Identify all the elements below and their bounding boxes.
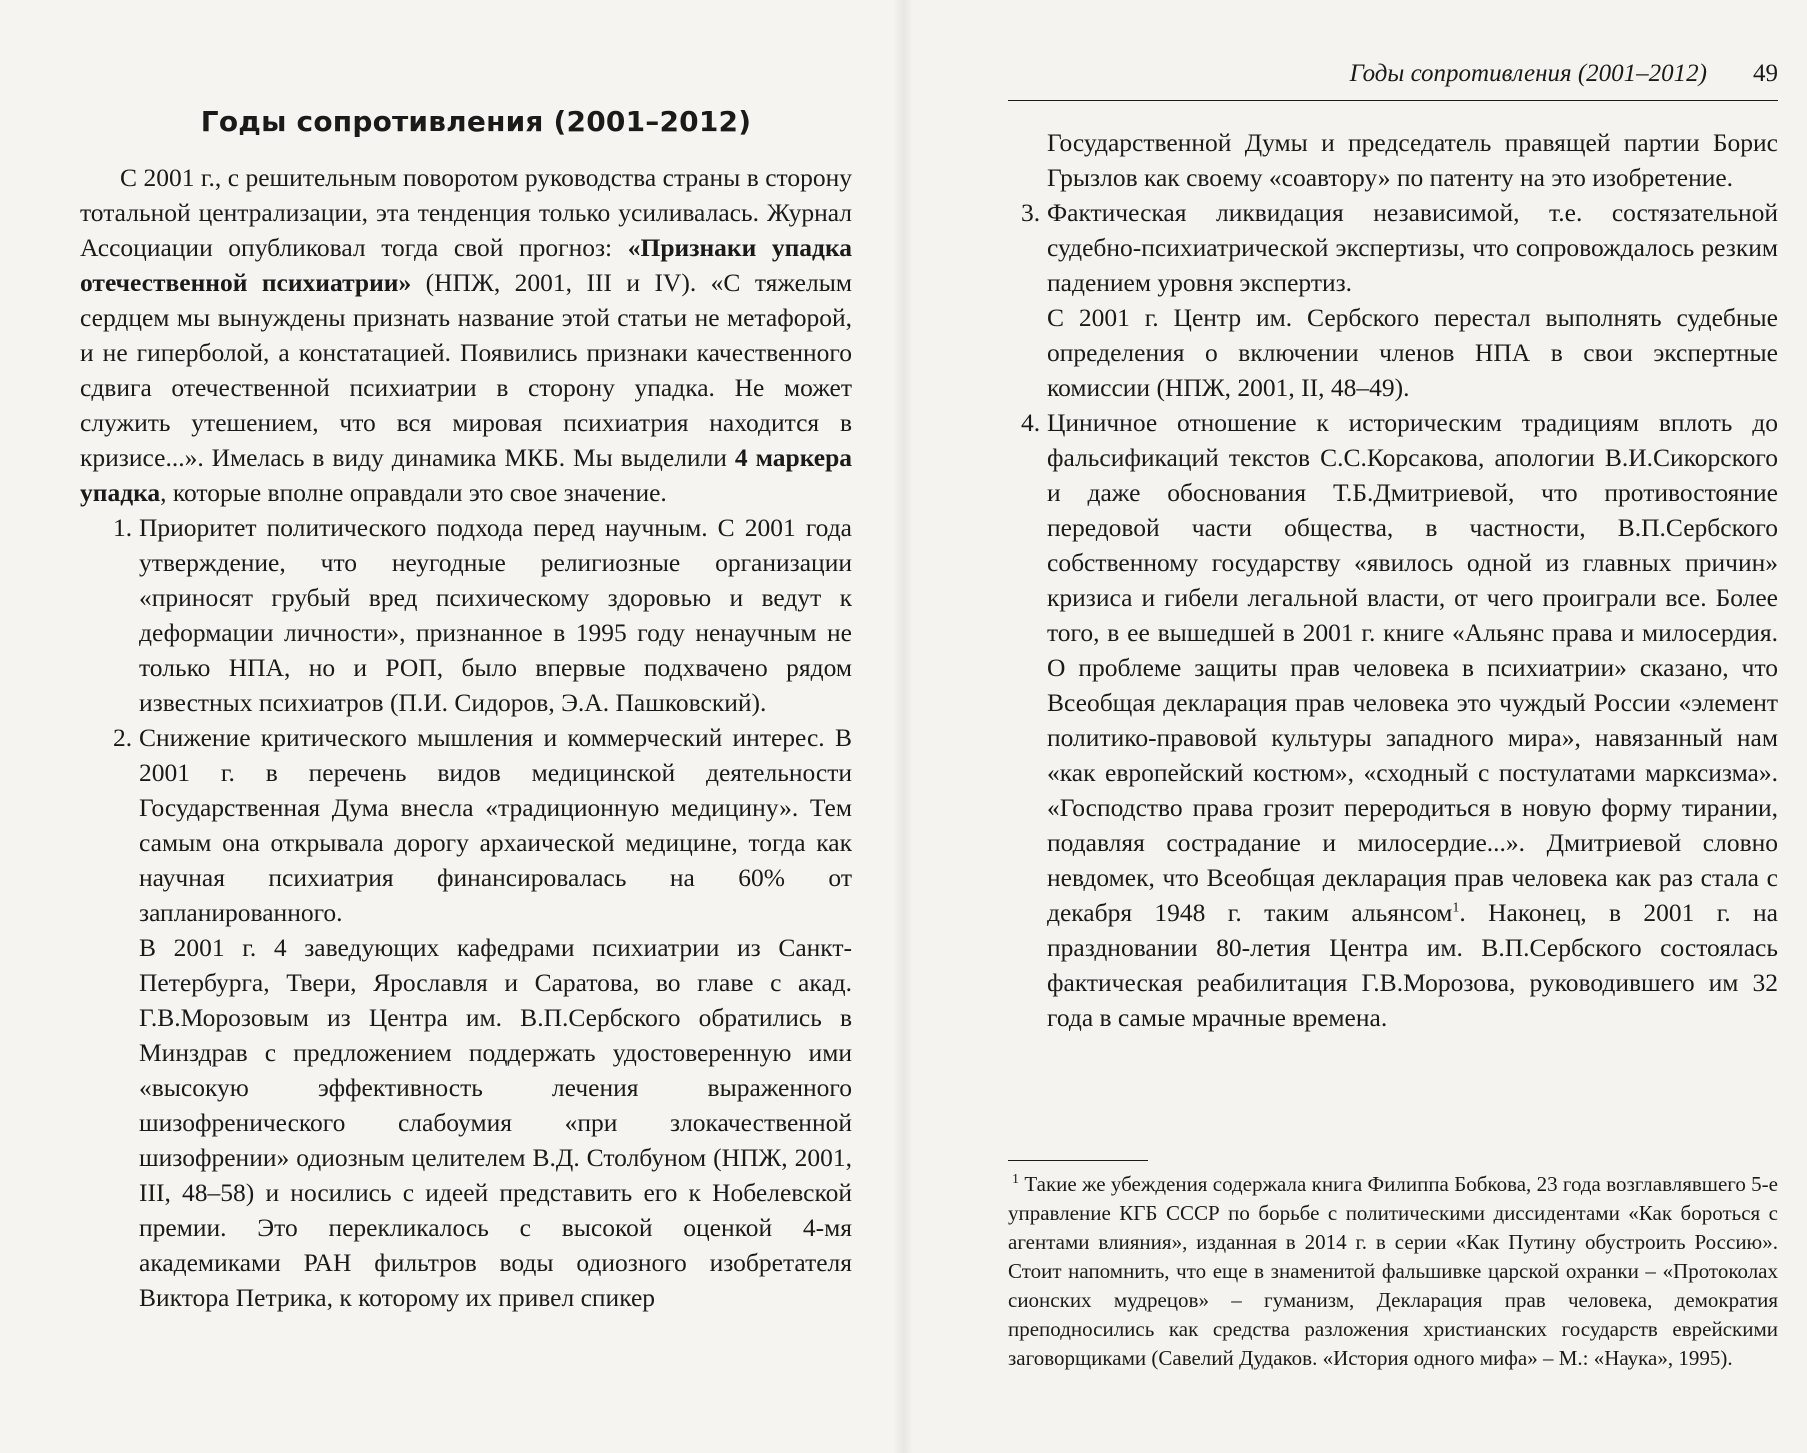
left-page (0, 0, 903, 1453)
intro-paragraph (80, 160, 852, 510)
continuation-text: Государственной Думы и председатель правящей партии Борис Грызлов как своему «соавтору» по патенту на это изобретение. (1047, 128, 1778, 192)
list-number-2: 2. (113, 723, 133, 752)
list-number-3: 3. (1021, 198, 1041, 227)
running-head (1008, 60, 1778, 101)
intro-text-tail: , которые вполне оправдали это свое значение. (160, 478, 667, 507)
intro-bold-title: «Признаки упадка отечественной психиатрии» (80, 233, 852, 297)
list-item-1 (80, 510, 852, 720)
list-item-3 (1008, 195, 1778, 405)
footnote-text: Такие же убеждения содержала книга Филиппа Бобкова, 23 года возглавлявшего 5-е управление КГБ СССР по борьбе с политическими диссидентами «Как бороться с агентами влияния», изданная в 2014 г. в серии «Как Путину обустроить Россию». Стоит напомнить, что еще в знаменитой фальшивке царской охранки – «Протоколах сионских мудрецов» – гуманизм, Декларация прав человека, демократия преподносились как средства разложения христианских государств еврейскими заговорщиками (Савелий Дудаков. «История одного мифа» – М.: «Наука», 1995). (1008, 1172, 1778, 1370)
list-item-4-text (1047, 405, 1778, 1035)
footnote-ref[interactable]: 1 (1452, 900, 1460, 916)
intro-text-cont: (НПЖ, 2001, III и IV). «С тяжелым сердцем мы вынуждены признать название этой статьи не метафорой, и не гиперболой, а констатацией. Появились признаки качественного сдвига отечественной психиатрии в сторону упадка. Не может служить утешением, что вся мировая психиатрия находится в кризисе...». Имелась в виду динамика МКБ. Мы выделили (80, 268, 852, 472)
markers-list (80, 510, 852, 1315)
page-gutter (893, 0, 913, 1453)
running-head-title: Годы сопротивления (2001–2012) (1349, 60, 1707, 87)
intro-bold-markers: 4 маркера упадка (80, 443, 853, 507)
list-item-3-text: Фактическая ликвидация независимой, т.е. состязательной судебно-психиатрической экспертизы, что сопровождалось резким падением уровня экспертиз. (1047, 198, 1778, 297)
footnote-rule (1008, 1160, 1148, 1161)
list-item-2-text-2: В 2001 г. 4 заведующих кафедрами психиатрии из Санкт-Петербурга, Твери, Ярославля и Саратова, во главе с акад. Г.В.Морозовым из Центра им. В.П.Сербского обратились в Минздрав с предложением поддержать удостоверенную ими «высокую эффективность лечения выраженного шизофренического слабоумия «при злокачественной шизофрении» одиозным целителем В.Д. Столбуном (НПЖ, 2001, III, 48–58) и носились с идеей представить его к Нобелевской премии. Это перекликалось с высокой оценкой 4-мя академиками РАН фильтров воды одиозного изобретателя Виктора Петрика, к которому их привел спикер (139, 933, 852, 1312)
intro-text: С 2001 г., с решительным поворотом руководства страны в сторону тотальной централизации, эта тенденция только усиливалась. Журнал Ассоциации опубликовал тогда свой прогноз: (80, 163, 852, 262)
left-body (80, 160, 852, 1315)
right-page (903, 0, 1807, 1453)
list-item-3-text-2: С 2001 г. Центр им. Сербского перестал выполнять судебные определения о включении членов НПА в свои экспертные комиссии (НПЖ, 2001, II, 48–49). (1047, 303, 1778, 402)
list-item-4 (1008, 405, 1778, 1035)
list-item-1-text: Приоритет политического подхода перед научным. С 2001 года утверждение, что неугодные религиозные организации «приносят грубый вред психическому здоровью и ведут к деформации личности», признанное в 1995 году ненаучным не только НПА, но и РОП, было впервые подхвачено рядом известных психиатров (П.И. Сидоров, Э.А. Пашковский). (139, 513, 852, 717)
markers-list-cont (1008, 195, 1778, 1035)
list-item-2-text: Снижение критического мышления и коммерческий интерес. В 2001 г. в перечень видов медицинской деятельности Государственная Дума внесла «традиционную медицину». Тем самым она открывала дорогу архаической медицине, тогда как научная психиатрия финансировалась на 60% от запланированного. (139, 723, 852, 927)
list-number-1: 1. (113, 513, 133, 542)
list-number-4: 4. (1021, 408, 1041, 437)
page-number: 49 (1753, 60, 1778, 87)
footnote-marker: 1 (1012, 1172, 1019, 1187)
right-body (1008, 125, 1778, 1035)
list-item-4-end: . Наконец, в 2001 г. на праздновании 80-летия Центра им. В.П.Сербского состоялась фактическая реабилитация Г.В.Морозова, руководившего им 32 года в самые мрачные времена. (1047, 898, 1778, 1032)
list-item-2 (80, 720, 852, 1315)
section-title: Годы сопротивления (2001–2012) (200, 105, 752, 138)
left-column (80, 105, 852, 1315)
list-item-4-body: Циничное отношение к историческим традициям вплоть до фальсификаций текстов С.С.Корсакова, апологии В.И.Сикорского и даже обоснования Т.Б.Дмитриевой, что противостояние передовой части общества, в частности, В.П.Сербского собственному государству «явилось одной из главных причин» кризиса и гибели легальной власти, от чего проиграли все. Более того, в ее вышедшей в 2001 г. книге «Альянс права и милосердия. О проблеме защиты прав человека в психиатрии» сказано, что Всеобщая декларация прав человека это чуждый России «элемент политико-правовой культуры западного мира», навязанный нам «как европейский костюм», «сходный с постулатами марксизма». «Господство права грозит переродиться в новую форму тирании, подавляя сострадание и милосердие...». Дмитриевой словно невдомек, что Всеобщая декларация прав человека как раз стала с декабря 1948 г. таким альянсом (1047, 408, 1778, 927)
footnote (1008, 1170, 1778, 1373)
